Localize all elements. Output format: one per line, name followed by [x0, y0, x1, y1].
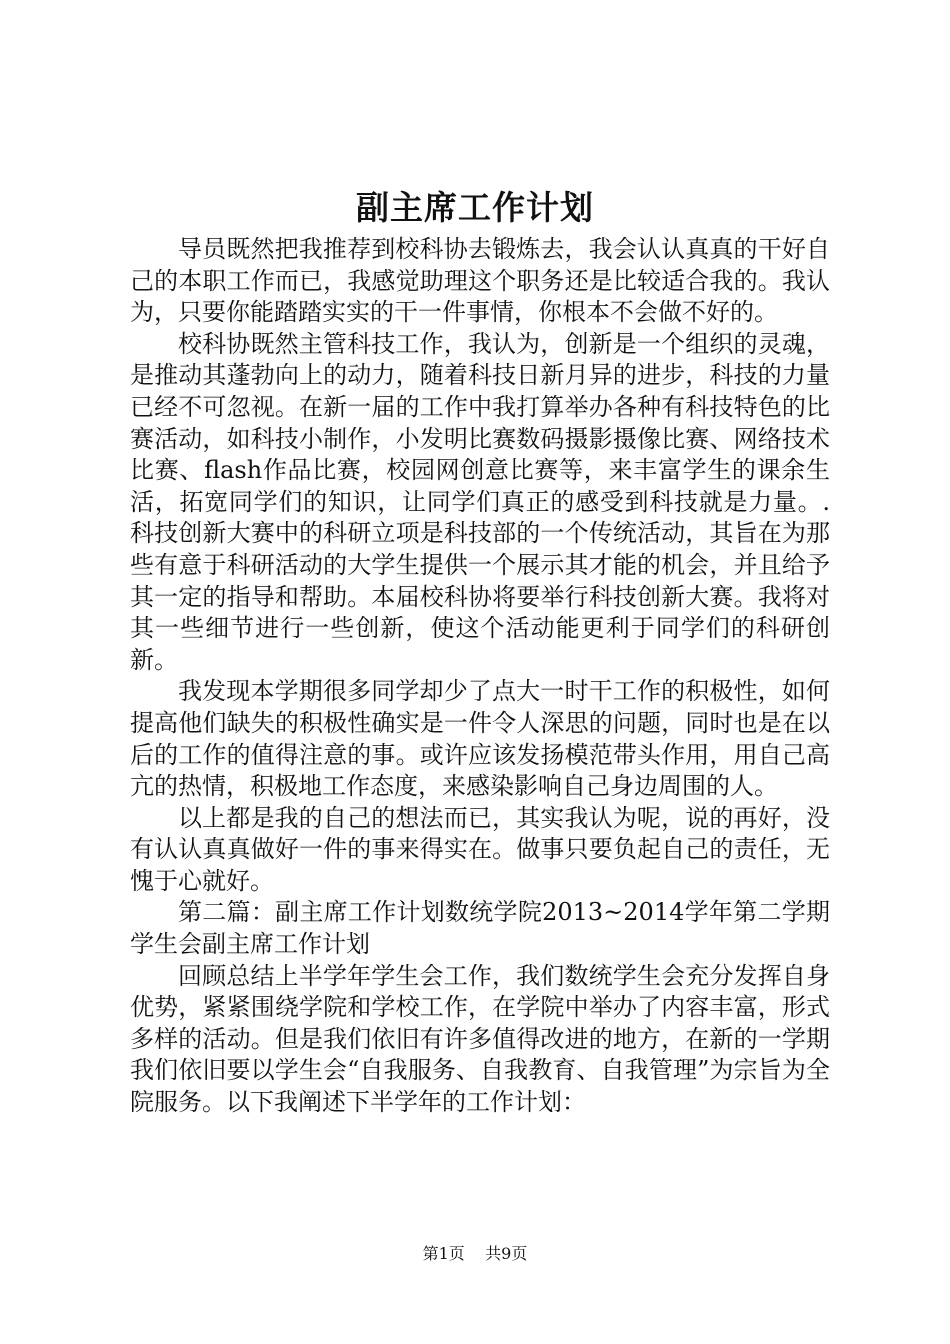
paragraph-2: 校科协既然主管科技工作，我认为，创新是一个组织的灵魂，是推动其蓬勃向上的动力，随着科技日新月异的进步，科技的力量已经不可忽视。在新一届的工作中我打算举办各种有科技特色的比赛活动，如科技小制作，小发明比赛数码摄影摄像比赛、网络技术比赛、flash作品比赛，校园网创意比赛等，来丰富学生的课余生活，拓宽同学们的知识，让同学们真正的感受到科技就是力量。.科技创新大赛中的科研立项是科技部的一个传统活动，其旨在为那些有意于科研活动的大学生提供一个展示其才能的机会，并且给予其一定的指导和帮助。本届校科协将要举行科技创新大赛。我将对其一些细节进行一些创新，使这个活动能更利于同学们的科研创新。: [130, 329, 830, 674]
footer-spacer: [470, 1244, 480, 1263]
page-total: 共9页: [485, 1244, 528, 1263]
paragraph-4: 以上都是我的自己的想法而已，其实我认为呢，说的再好，没有认认真真做好一件的事来得实在。做事只要负起自己的责任，无愧于心就好。: [130, 803, 830, 895]
paragraph-5-section-heading: 第二篇：副主席工作计划数统学院2013~2014学年第二学期学生会副主席工作计划: [130, 898, 830, 959]
paragraph-1: 导员既然把我推荐到校科协去锻炼去，我会认认真真的干好自己的本职工作而已，我感觉助理这个职务还是比较适合我的。我认为，只要你能踏踏实实的干一件事情，你根本不会做不好的。: [130, 235, 830, 327]
paragraph-3: 我发现本学期很多同学却少了点大一时干工作的积极性，如何提高他们缺失的积极性确实是一件令人深思的问题，同时也是在以后的工作的值得注意的事。或许应该发扬模范带头作用，用自己高亢的热情，积极地工作态度，来感染影响自己身边周围的人。: [130, 677, 830, 801]
page-number: 第1页: [422, 1244, 465, 1263]
document-body: [130, 234, 830, 1119]
document-title: 副主席工作计划: [356, 188, 594, 227]
paragraph-6: 回顾总结上半学年学生会工作，我们数统学生会充分发挥自身优势，紧紧围绕学院和学校工作，在学院中举办了内容丰富，形式多样的活动。但是我们依旧有许多值得改进的地方，在新的一学期我们依旧要以学生会“自我服务、自我教育、自我管理”为宗旨为全院服务。以下我阐述下半学年的工作计划：: [130, 961, 830, 1117]
page-footer: [0, 1243, 950, 1265]
